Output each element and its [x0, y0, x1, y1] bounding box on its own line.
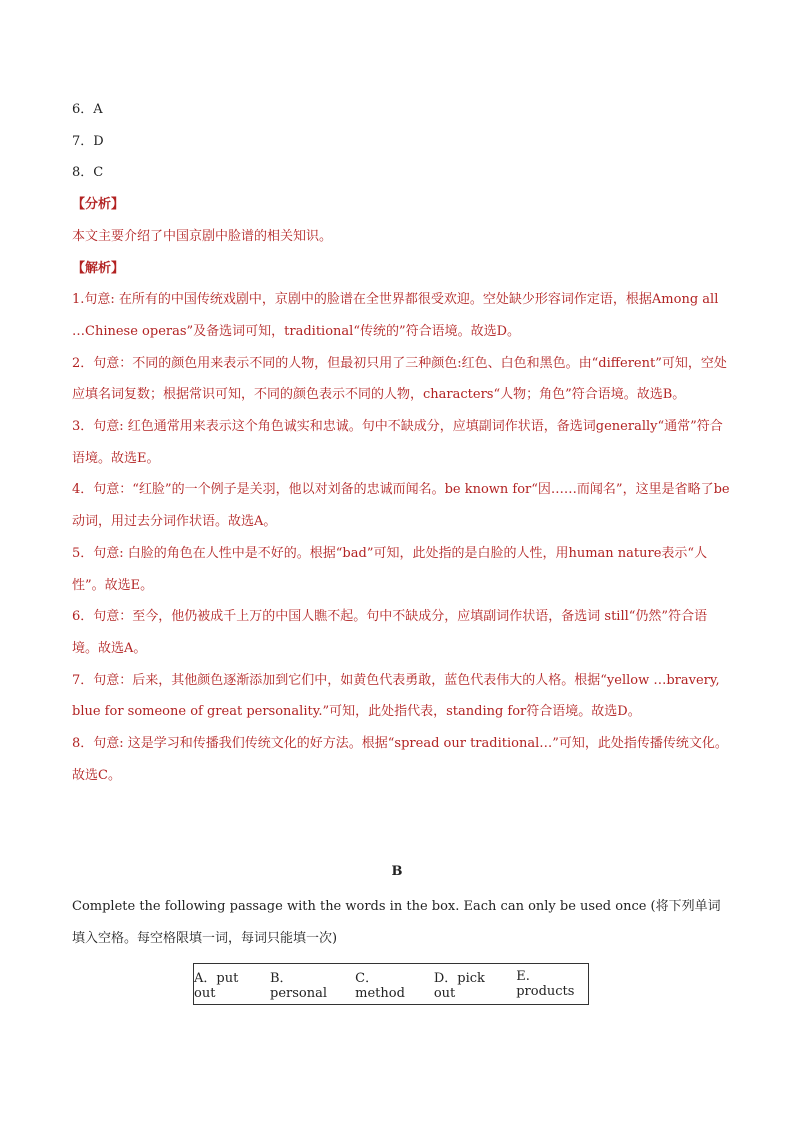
answer-8: 8．C [72, 165, 104, 181]
explanation-7: 7．句意：后来，其他颜色逐渐添加到它们中，如黄色代表勇敢，蓝色代表伟大的人格。根据“yellow …bravery, blue for someone of great personality.”可知，此处指代表，standing for符合语境。故选D。 [72, 672, 720, 720]
word-option: C．method [355, 971, 405, 1001]
explanation-1: 1.句意: 在所有的中国传统戏剧中，京剧中的脸谱在全世界都很受欢迎。空处缺少形容词作定语，根据Among all …Chinese operas”及备选词可知，traditional“传统的”符合语境。故选D。 [72, 292, 719, 339]
word-option: D．pick out [433, 971, 485, 1001]
explanation-2: 2．句意：不同的颜色用来表示不同的人物，但最初只用了三种颜色:红色、白色和黑色。由“different”可知，空处应填名词复数；根据常识可知，不同的颜色表示不同的人物，characters“人物；角色”符合语境。故选B。 [72, 355, 727, 403]
document-page [72, 94, 732, 1001]
explain-tag: 【解析】 [72, 260, 125, 276]
instruction-text: Complete the following passage with the words in the box. Each can only be used once (将下列单词填入空格。每空格限填一词，每词只能填一次) [72, 899, 721, 946]
analysis-tag: 【分析】 [72, 197, 125, 213]
explanation-6: 6．句意：至今，他仍被成千上万的中国人瞧不起。句中不缺成分，应填副词作状语，备选词 still“仍然”符合语境。故选A。 [72, 609, 708, 656]
explanation-4: 4．句意：“红脸”的一个例子是关羽，他以对刘备的忠诚而闻名。be known for“因……而闻名”，这里是省略了be动词，用过去分词作状语。故选A。 [72, 482, 730, 530]
word-option: A．put out [194, 971, 239, 1001]
word-option: B．personal [270, 971, 328, 1001]
answer-7: 7．D [72, 133, 104, 149]
answer-6: 6．A [72, 102, 103, 117]
explanation-8: 8．句意: 这是学习和传播我们传统文化的好方法。根据“spread our traditional…”可知，此处指传播传统文化。故选C。 [72, 736, 728, 783]
analysis-text: 本文主要介绍了中国京剧中脸谱的相关知识。 [72, 228, 333, 244]
section-title: B [391, 864, 403, 879]
explanation-5: 5．句意: 白脸的角色在人性中是不好的。根据“bad”可知，此处指的是白脸的人性，用human nature表示“人性”。故选E。 [72, 545, 708, 593]
explanation-3: 3．句意: 红色通常用来表示这个角色诚实和忠诚。句中不缺成分，应填副词作状语，备选词generally“通常”符合语境。故选E。 [72, 419, 723, 466]
word-box [193, 963, 589, 1005]
word-option: E. products [516, 969, 575, 999]
